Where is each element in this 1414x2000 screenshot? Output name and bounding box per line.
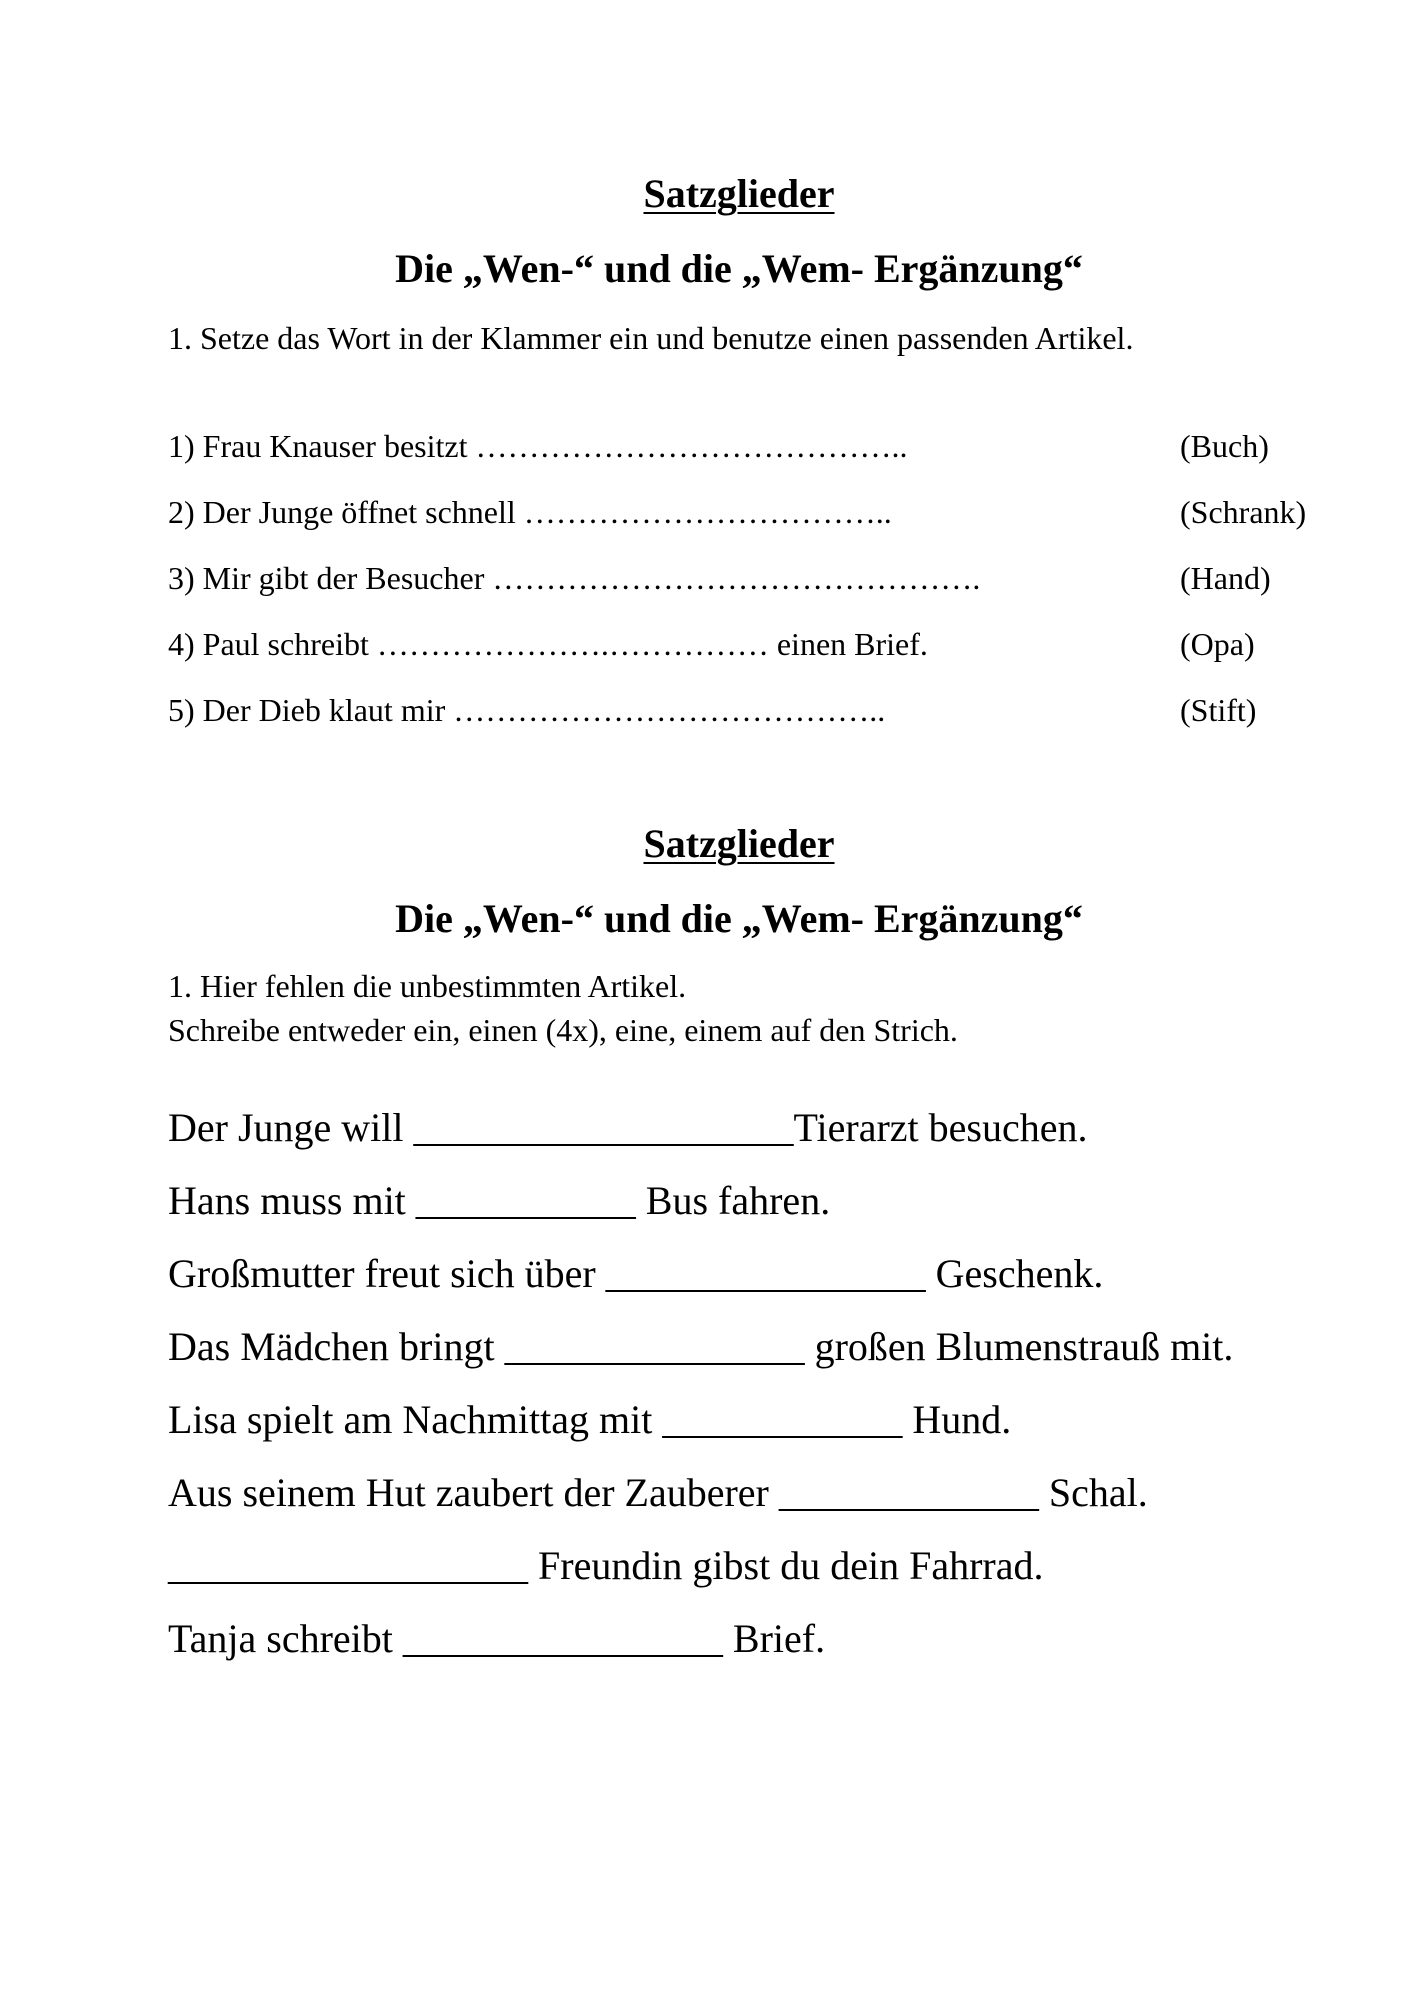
exercise-item [168, 626, 1388, 666]
section2-instruction-line1: 1. Hier fehlen die unbestimmten Artikel. [168, 968, 687, 1004]
section1-subtitle: Die „Wen-“ und die „Wem- Ergänzung“ [395, 246, 1083, 291]
fill-in-sentence: Hans muss mit ___________ Bus fahren. [168, 1178, 831, 1223]
fill-in-sentence: Lisa spielt am Nachmittag mit ____________ Hund. [168, 1397, 1012, 1442]
fill-in-sentence: __________________ Freundin gibst du dein Fahrrad. [168, 1543, 1044, 1588]
section1-instruction: 1. Setze das Wort in der Klammer ein und benutze einen passenden Artikel. [168, 320, 1134, 356]
exercise-word: (Buch) [1180, 428, 1269, 464]
fill-in-sentence: Der Junge will ___________________Tierarzt besuchen. [168, 1105, 1088, 1150]
exercise-word: (Stift) [1180, 692, 1257, 728]
fill-in-sentence: Großmutter freut sich über ________________ Geschenk. [168, 1251, 1104, 1296]
exercise-text: 5) Der Dieb klaut mir ………………………………….. [168, 692, 886, 728]
exercise-item [168, 428, 1388, 468]
exercise-item [168, 494, 1388, 534]
exercise-text: 3) Mir gibt der Besucher ………………………………………. [168, 560, 981, 596]
section2-instruction-line2: Schreibe entweder ein, einen (4x), eine, einem auf den Strich. [168, 1012, 958, 1048]
exercise-text: 1) Frau Knauser besitzt ………………………………….. [168, 428, 908, 464]
exercise-word: (Hand) [1180, 560, 1271, 596]
exercise-word: (Schrank) [1180, 494, 1307, 530]
exercise-text: 2) Der Junge öffnet schnell …………………………….. [168, 494, 892, 530]
fill-in-sentence: Tanja schreibt ________________ Brief. [168, 1616, 826, 1661]
fill-in-sentence: Aus seinem Hut zaubert der Zauberer _____________ Schal. [168, 1470, 1148, 1515]
section1-title: Satzglieder [643, 171, 835, 216]
fill-in-sentence: Das Mädchen bringt _______________ großen Blumenstrauß mit. [168, 1324, 1234, 1369]
section2-title: Satzglieder [643, 821, 835, 866]
exercise-item [168, 560, 1388, 600]
exercise-item [168, 692, 1388, 732]
exercise-text: 4) Paul schreibt ………………….…………… einen Brief. [168, 626, 928, 662]
section2-subtitle: Die „Wen-“ und die „Wem- Ergänzung“ [395, 896, 1083, 941]
exercise-word: (Opa) [1180, 626, 1255, 662]
